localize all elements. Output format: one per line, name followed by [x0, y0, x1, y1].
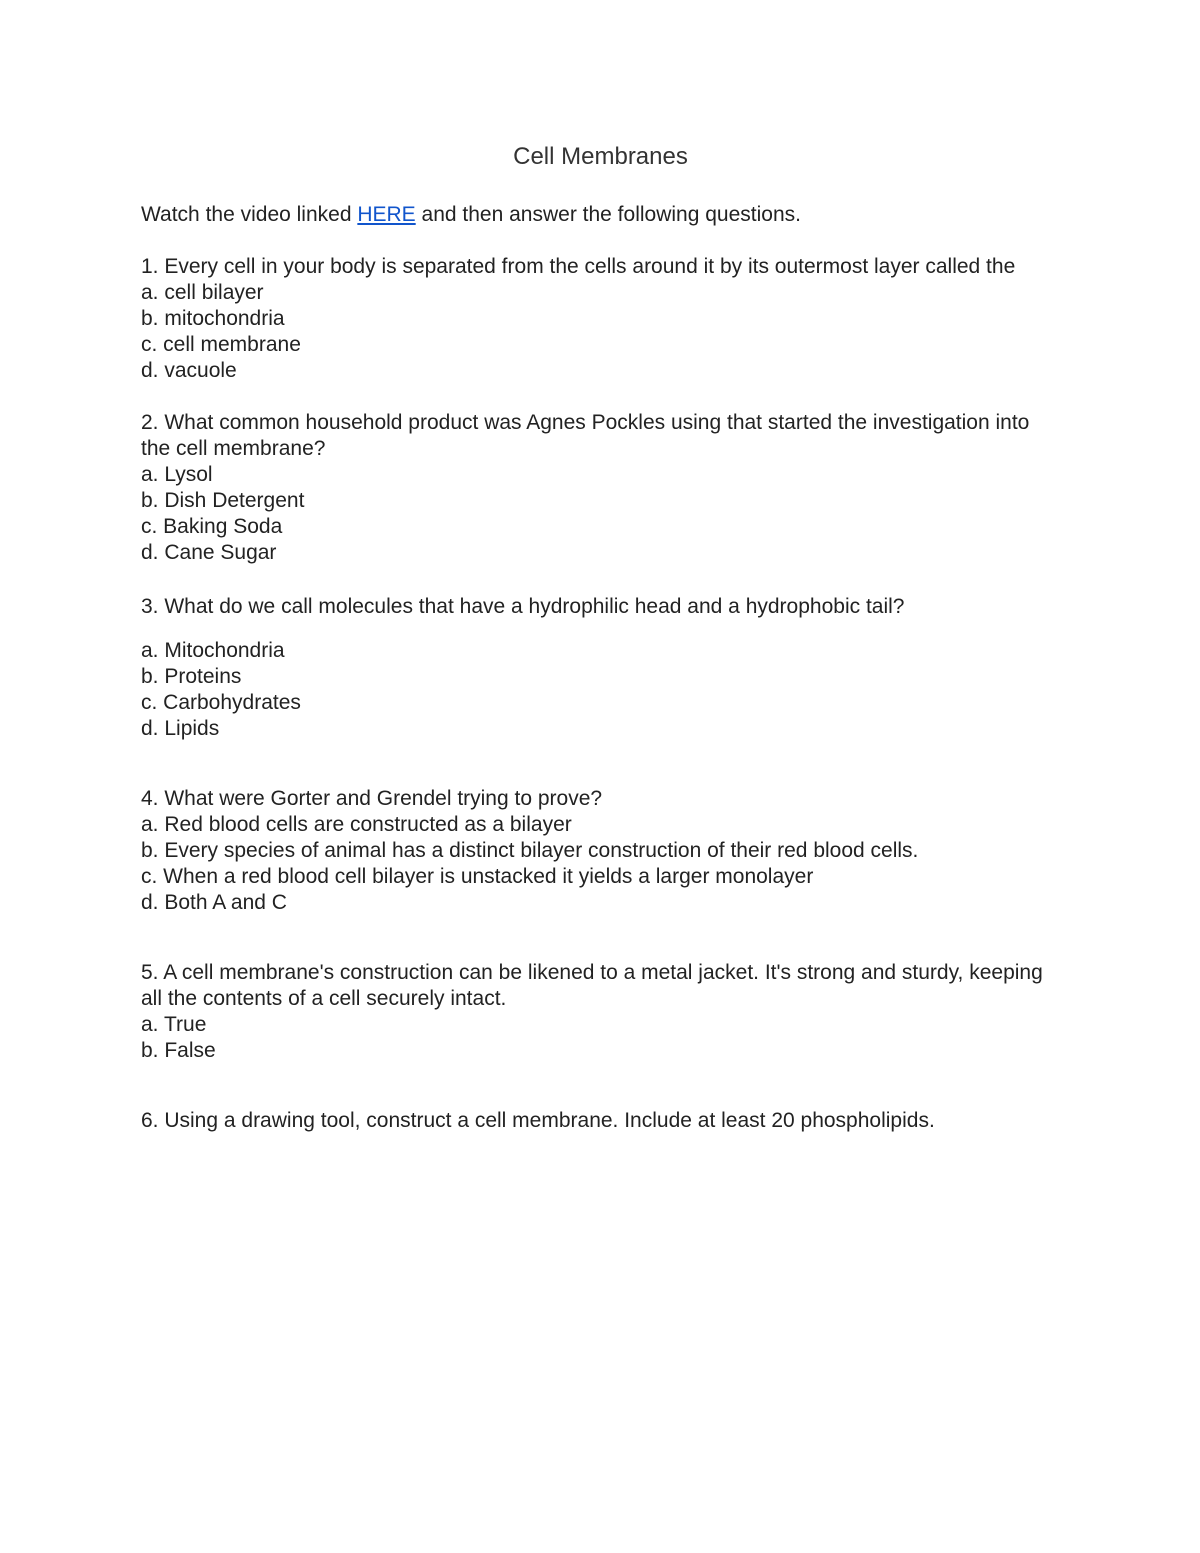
option-d: d. Lipids: [141, 717, 220, 740]
question-text: 3. What do we call molecules that have a hydrophilic head and a hydrophobic tail?: [141, 595, 905, 618]
option-a: a. Red blood cells are constructed as a bilayer: [141, 813, 572, 836]
page-title: Cell Membranes: [513, 143, 688, 170]
question-text: 4. What were Gorter and Grendel trying to prove?: [141, 787, 603, 810]
option-b: b. mitochondria: [141, 307, 285, 330]
option-list: [141, 1012, 1060, 1064]
option-c: c. Carbohydrates: [141, 691, 301, 714]
intro-paragraph: [141, 202, 1060, 228]
option-d: d. Both A and C: [141, 891, 287, 914]
option-a: a. Lysol: [141, 463, 213, 486]
option-a: a. True: [141, 1013, 207, 1036]
option-b: b. Proteins: [141, 665, 242, 688]
question-1: [141, 254, 1060, 384]
option-a: a. cell bilayer: [141, 281, 264, 304]
option-list: [141, 462, 1060, 566]
intro-text-before: Watch the video linked: [141, 203, 358, 226]
question-text: 2. What common household product was Agnes Pockles using that started the investigation into the cell membrane?: [141, 411, 1030, 460]
option-a: a. Mitochondria: [141, 639, 285, 662]
question-6: [141, 1108, 1060, 1134]
question-text: 5. A cell membrane's construction can be likened to a metal jacket. It's strong and sturdy, keeping all the contents of a cell securely intact.: [141, 961, 1043, 1010]
option-d: d. vacuole: [141, 359, 237, 382]
intro-text-after: and then answer the following questions.: [415, 203, 801, 226]
video-link[interactable]: HERE: [357, 203, 416, 226]
question-5: [141, 960, 1060, 1064]
option-c: c. Baking Soda: [141, 515, 283, 538]
option-b: b. False: [141, 1039, 216, 1062]
option-b: b. Every species of animal has a distinct bilayer construction of their red blood cells.: [141, 839, 919, 862]
question-4: [141, 786, 1060, 916]
option-list: [141, 280, 1060, 384]
question-2: [141, 410, 1060, 566]
option-c: c. When a red blood cell bilayer is unstacked it yields a larger monolayer: [141, 865, 814, 888]
option-list: [141, 638, 1060, 742]
option-d: d. Cane Sugar: [141, 541, 277, 564]
option-b: b. Dish Detergent: [141, 489, 305, 512]
option-c: c. cell membrane: [141, 333, 301, 356]
question-text: 1. Every cell in your body is separated from the cells around it by its outermost layer called the: [141, 255, 1016, 278]
question-3: [141, 594, 1060, 742]
question-text: 6. Using a drawing tool, construct a cell membrane. Include at least 20 phospholipids.: [141, 1109, 935, 1132]
option-list: [141, 812, 1060, 916]
